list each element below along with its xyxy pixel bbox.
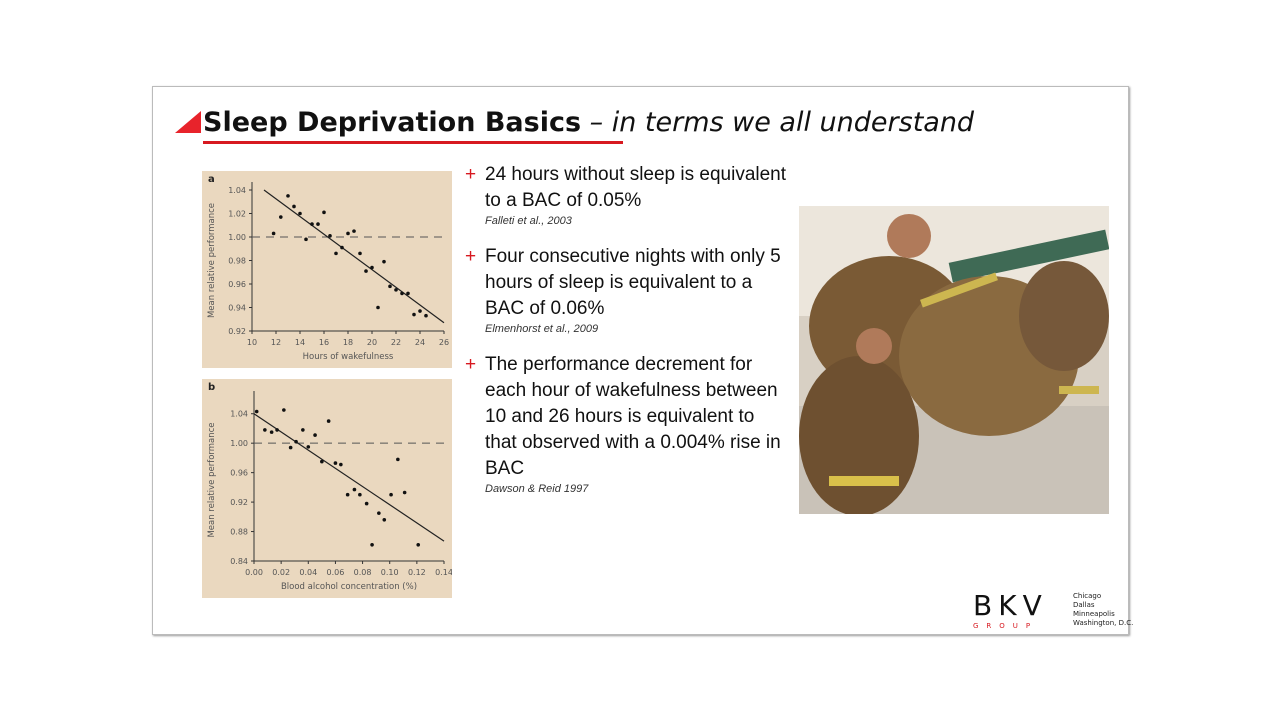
data-point [313, 433, 317, 437]
data-point [272, 232, 276, 236]
x-tick-label: 20 [366, 338, 378, 347]
data-point [306, 445, 310, 449]
y-tick-label: 0.96 [228, 280, 246, 289]
data-point [400, 292, 404, 296]
title-subtitle: – in terms we all understand [581, 107, 975, 138]
data-point [389, 493, 393, 497]
logo-cities [1073, 592, 1133, 628]
title-bold: Sleep Deprivation Basics [203, 107, 582, 138]
bullet-list [465, 162, 790, 496]
y-tick-label: 0.92 [230, 498, 248, 508]
x-tick-label: 22 [390, 338, 402, 347]
data-point [304, 238, 308, 242]
bullet-2 [465, 244, 790, 336]
data-point [377, 511, 381, 515]
data-point [412, 313, 416, 317]
x-tick-label: 24 [414, 338, 426, 347]
x-tick-label: 16 [318, 338, 330, 347]
chart-b [202, 379, 452, 598]
x-tick-label: 26 [438, 338, 450, 347]
data-point [282, 408, 286, 412]
x-tick-label: 0.00 [245, 568, 263, 577]
data-point [286, 194, 290, 198]
data-point [364, 269, 368, 273]
city: Chicago [1073, 592, 1102, 600]
chart-a [202, 171, 452, 368]
data-point [275, 428, 279, 432]
y-axis-label: Mean relative performance [207, 202, 217, 319]
data-point [382, 260, 386, 264]
firefighters-photo [799, 206, 1109, 514]
data-point [394, 288, 398, 292]
data-point [370, 543, 374, 547]
data-point [365, 502, 369, 506]
x-tick-label: 12 [270, 338, 282, 347]
y-tick-label: 1.02 [228, 209, 246, 219]
data-point [316, 222, 320, 226]
bullet-1 [465, 162, 790, 228]
x-tick-label: 18 [342, 338, 354, 347]
data-point [263, 428, 267, 432]
data-point [334, 461, 338, 465]
slide-title [203, 107, 974, 138]
data-point [358, 493, 362, 497]
data-point [327, 419, 331, 423]
y-tick-label: 0.92 [228, 327, 246, 336]
bullet-citation: Elmenhorst et al., 2009 [485, 323, 599, 335]
y-tick-label: 1.04 [228, 186, 246, 195]
logo-group: GROUP [973, 622, 1039, 630]
x-axis-label: Hours of wakefulness [302, 352, 394, 362]
data-point [376, 306, 380, 310]
y-tick-label: 1.04 [230, 409, 248, 419]
data-point [418, 309, 422, 313]
data-point [352, 229, 356, 233]
x-tick-label: 0.12 [407, 568, 426, 577]
x-tick-label: 0.06 [326, 568, 345, 577]
data-point [328, 234, 332, 238]
x-axis-label: Blood alcohol concentration (%) [280, 582, 418, 592]
y-axis-label: Mean relative performance [207, 422, 217, 538]
data-point [322, 211, 326, 215]
y-tick-label: 0.96 [230, 468, 248, 478]
data-point [339, 463, 343, 467]
y-tick-label: 1.00 [230, 439, 248, 449]
bullet-3 [465, 352, 790, 496]
data-point [346, 232, 350, 236]
bullet-text: + 24 hours without sleep is equivalent to a BAC of 0.05% [465, 162, 790, 214]
x-tick-label: 0.02 [272, 568, 291, 577]
y-tick-label: 0.88 [230, 527, 248, 537]
x-tick-label: 0.08 [353, 568, 372, 577]
data-point [340, 246, 344, 250]
x-tick-label: 10 [246, 338, 258, 347]
x-tick-label: 14 [294, 338, 306, 347]
city: Dallas [1073, 601, 1095, 609]
data-point [388, 285, 392, 289]
x-tick-label: 0.04 [299, 568, 318, 577]
data-point [370, 266, 374, 270]
data-point [294, 440, 298, 444]
data-point [298, 212, 302, 216]
city: Washington, D.C. [1073, 619, 1134, 627]
data-point [255, 410, 259, 414]
x-tick-label: 0.10 [380, 568, 399, 577]
fit-line [254, 414, 444, 541]
city: Minneapolis [1073, 610, 1115, 618]
data-point [279, 215, 283, 219]
bullet-citation: Dawson & Reid 1997 [485, 483, 589, 495]
red-triangle-icon [175, 111, 201, 133]
data-point [358, 252, 362, 256]
data-point [416, 543, 420, 547]
data-point [292, 205, 296, 209]
data-point [353, 488, 357, 492]
data-point [320, 460, 324, 464]
data-point [346, 493, 350, 497]
title-underline [203, 141, 623, 144]
logo-name: BKV [973, 589, 1048, 622]
y-tick-label: 0.98 [228, 256, 246, 266]
data-point [424, 314, 428, 318]
bkv-group-logo [973, 589, 1134, 632]
data-point [403, 491, 407, 495]
y-tick-label: 0.84 [230, 557, 248, 566]
y-tick-label: 1.00 [228, 233, 246, 242]
data-point [270, 430, 274, 434]
panel-label: b [208, 382, 216, 393]
panel-label: a [208, 174, 215, 185]
x-tick-label: 0.14 [435, 568, 452, 577]
y-tick-label: 0.94 [228, 303, 246, 313]
data-point [301, 428, 305, 432]
bullet-citation: Falleti et al., 2003 [485, 215, 572, 227]
data-point [289, 446, 293, 450]
fit-line [264, 190, 444, 323]
bullet-text: + The performance decrement for each hour of wakefulness between 10 and 26 hours is equivalent to that observed with a 0.004% rise in BAC [465, 352, 790, 482]
data-point [382, 518, 386, 522]
bullet-text: + Four consecutive nights with only 5 hours of sleep is equivalent to a BAC of 0.06% [465, 244, 790, 322]
slide [152, 86, 1134, 635]
data-point [406, 292, 410, 296]
data-point [396, 458, 400, 462]
data-point [310, 222, 314, 226]
data-point [334, 252, 338, 256]
